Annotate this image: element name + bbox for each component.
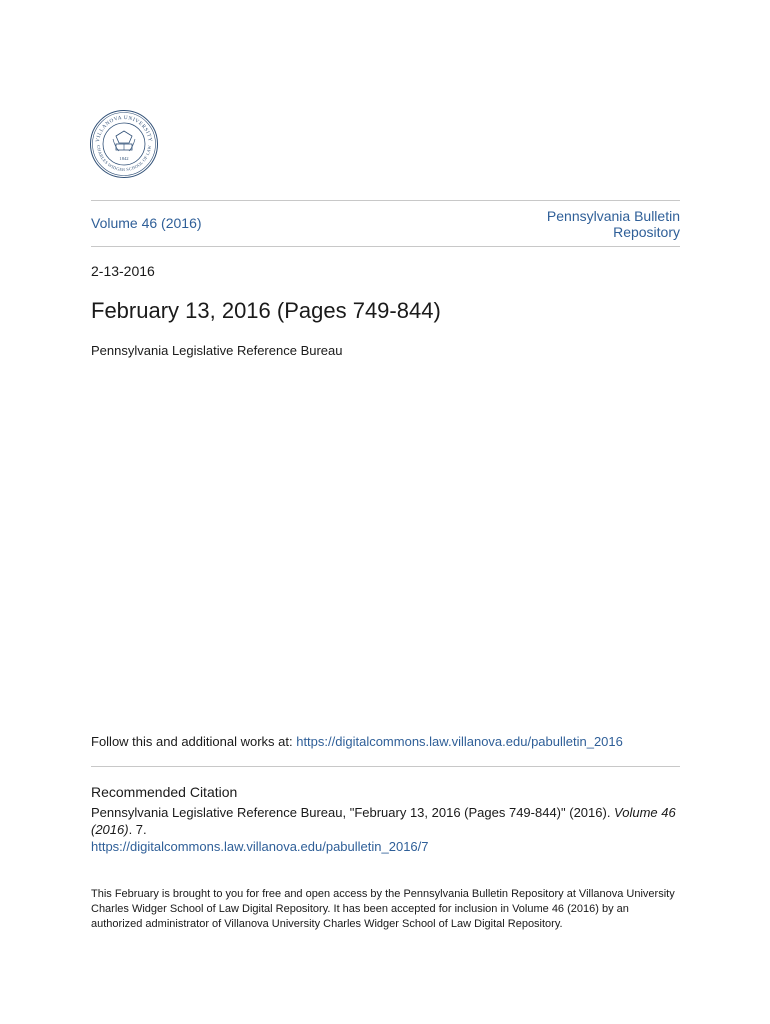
open-access-notice: This February is brought to you for free and open access by the Pennsylvania Bulletin Repository at Villanova University Charles Widger School of Law Digital Repository. It has been accepted for inclusion in Volume 46 (2016) by an authorized administrator of Villanova University Charles Widger School of Law Digital Repository. xyxy=(91,888,675,930)
citation-url-link[interactable]: https://digitalcommons.law.villanova.edu/pabulletin_2016/7 xyxy=(91,839,429,854)
header-bottom-divider xyxy=(91,246,680,247)
recommended-citation-heading: Recommended Citation xyxy=(91,784,238,800)
volume-46-link[interactable]: Volume 46 (2016) xyxy=(91,215,202,231)
citation-divider xyxy=(91,766,680,767)
svg-text:VILLANOVA UNIVERSITY: VILLANOVA UNIVERSITY xyxy=(95,114,153,143)
follow-works-line xyxy=(91,734,623,749)
document-author: Pennsylvania Legislative Reference Bureau xyxy=(91,343,343,358)
pennsylvania-bulletin-repository-link[interactable] xyxy=(480,208,680,240)
svg-text:1842: 1842 xyxy=(119,156,129,161)
citation-body xyxy=(91,804,681,855)
repository-link-line1: Pennsylvania Bulletin xyxy=(546,208,680,224)
publication-date: 2-13-2016 xyxy=(91,263,155,279)
villanova-law-seal-logo xyxy=(89,109,159,179)
citation-suffix: . 7. xyxy=(128,822,147,837)
citation-text: Pennsylvania Legislative Reference Bureau, "February 13, 2016 (Pages 749-844)" (2016). xyxy=(91,805,615,820)
header-top-divider xyxy=(91,200,680,201)
repository-link-line2: Repository xyxy=(613,224,680,240)
follow-label: Follow this and additional works at: xyxy=(91,734,297,749)
citation-volume-italic: Volume 46 (2016) xyxy=(91,805,676,837)
document-title: February 13, 2016 (Pages 749-844) xyxy=(91,298,441,323)
svg-text:CHARLES WIDGER SCHOOL OF LAW: CHARLES WIDGER SCHOOL OF LAW xyxy=(95,144,153,173)
collection-url-link[interactable]: https://digitalcommons.law.villanova.edu/pabulletin_2016 xyxy=(296,734,623,749)
